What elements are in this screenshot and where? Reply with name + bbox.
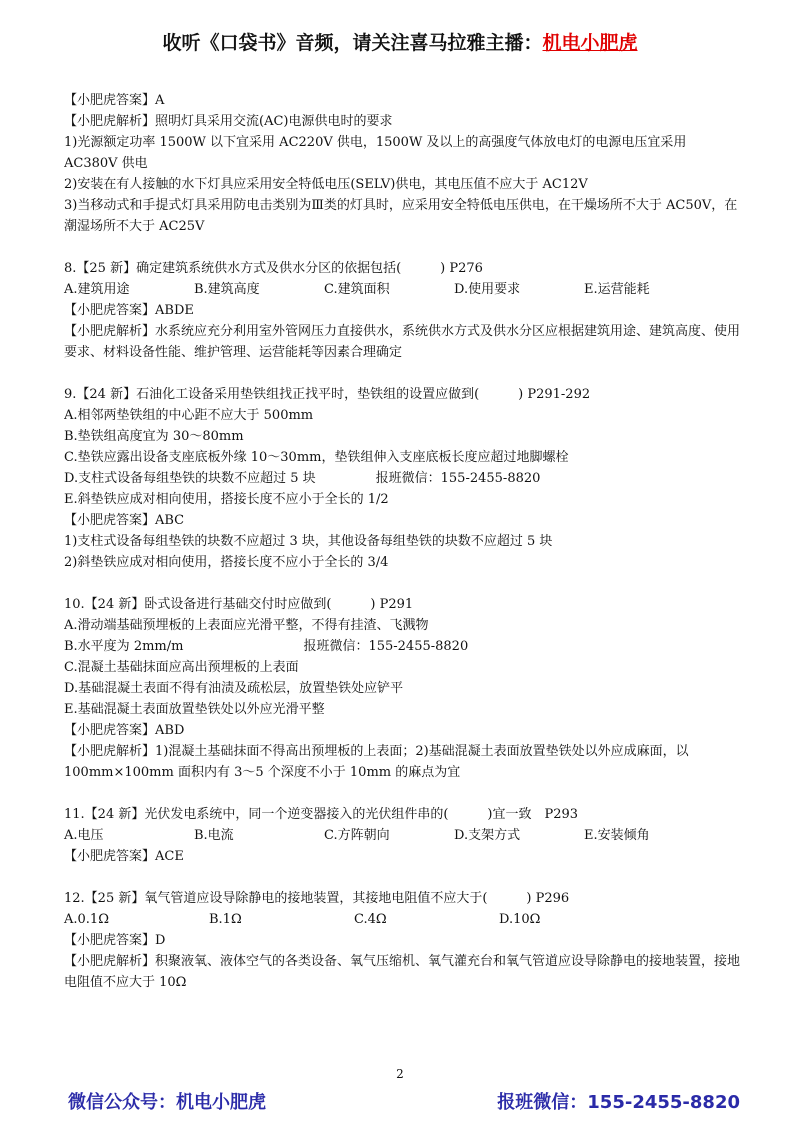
analysis-point: 1)支柱式设备每组垫铁的块数不应超过 3 块，其他设备每组垫铁的块数不应超过 5 块 [64,534,553,549]
option: B.建筑高度 [194,282,260,297]
document-body [64,90,742,993]
analysis-point: 1)光源额定功率 1500W 以下宜采用 AC220V 供电，1500W 及以上的高强度气体放电灯的电源电压宜采用 AC380V 供电 [64,135,687,171]
option: A.建筑用途 [64,282,130,297]
option-with-ad [64,636,742,657]
option: D.基础混凝土表面不得有油渍及疏松层，放置垫铁处应铲平 [64,681,404,696]
option: E.基础混凝土表面放置垫铁处以外应光滑平整 [64,702,325,717]
question-9: 9.【24 新】石油化工设备采用垫铁组找正找平时，垫铁组的设置应做到( ) P291-292 [64,387,591,402]
option: E.斜垫铁应成对相向使用，搭接长度不应小于全长的 1/2 [64,492,389,507]
inline-ad: 报班微信：155-2455-8820 [303,639,469,654]
page-header [0,28,800,55]
option: C.混凝土基础抹面应高出预埋板的上表面 [64,660,299,675]
option: D.10Ω [499,912,541,927]
question-11-options [64,825,742,846]
option: D.支架方式 [454,828,521,843]
option: D.使用要求 [454,282,521,297]
analysis-title: 【小肥虎解析】照明灯具采用交流(AC)电源供电时的要求 [64,114,393,129]
analysis-line: 【小肥虎解析】积聚液氧、液体空气的各类设备、氧气压缩机、氧气灌充台和氧气管道应设导除静电的接地装置，接地电阻值不应大于 10Ω [64,954,741,990]
option: A.电压 [64,828,104,843]
question-8-options [64,279,742,300]
answer-line: 【小肥虎答案】ACE [64,849,184,864]
page-number: 2 [396,1067,404,1081]
option: C.4Ω [354,912,387,927]
option: B.垫铁组高度宜为 30～80mm [64,429,244,444]
answer-line: 【小肥虎答案】ABD [64,723,185,738]
answer-line: 【小肥虎答案】A [64,93,165,108]
option: E.运营能耗 [584,282,650,297]
footer-contact: 报班微信：155-2455-8820 [497,1092,740,1113]
question-10: 10.【24 新】卧式设备进行基础交付时应做到( ) P291 [64,597,414,612]
answer-line: 【小肥虎答案】ABC [64,513,185,528]
answer-line: 【小肥虎答案】D [64,933,166,948]
header-highlight: 机电小肥虎 [542,32,638,54]
option-with-ad [64,468,742,489]
header-text: 收听《口袋书》音频，请关注喜马拉雅主播： [162,32,543,54]
analysis-line: 【小肥虎解析】1)混凝土基础抹面不得高出预埋板的上表面；2)基础混凝土表面放置垫铁处以外应成麻面，以 100mm×100mm 面积内有 3～5 个深度不小于 10mm 的麻点为宜 [64,744,689,780]
footer-wechat-account: 微信公众号：机电小肥虎 [68,1092,266,1113]
question-12-options [64,909,742,930]
analysis-point: 3)当移动式和手提式灯具采用防电击类别为Ⅲ类的灯具时，应采用安全特低电压供电，在干燥场所不大于 AC50V，在潮湿场所不大于 AC25V [64,198,738,234]
question-11: 11.【24 新】光伏发电系统中，同一个逆变器接入的光伏组件串的( )宜一致 P293 [64,807,579,822]
answer-line: 【小肥虎答案】ABDE [64,303,194,318]
inline-ad: 报班微信：155-2455-8820 [375,471,541,486]
option: A.0.1Ω [64,912,109,927]
option: E.安装倾角 [584,828,650,843]
analysis-point: 2)斜垫铁应成对相向使用，搭接长度不应小于全长的 3/4 [64,555,389,570]
page-footer [68,1088,740,1114]
option: B.电流 [194,828,234,843]
option: C.方阵朝向 [324,828,390,843]
option: A.相邻两垫铁组的中心距不应大于 500mm [64,408,314,423]
option: A.滑动端基础预埋板的上表面应光滑平整，不得有挂渣、飞溅物 [64,618,429,633]
option: D.支柱式设备每组垫铁的块数不应超过 5 块 [64,471,316,486]
option: B.1Ω [209,912,242,927]
question-8: 8.【25 新】确定建筑系统供水方式及供水分区的依据包括( ) P276 [64,261,483,276]
option: C.垫铁应露出设备支座底板外缘 10～30mm，垫铁组伸入支座底板长度应超过地脚螺栓 [64,450,569,465]
analysis-line: 【小肥虎解析】水系统应充分利用室外管网压力直接供水，系统供水方式及供水分区应根据建筑用途、建筑高度、使用要求、材料设备性能、维护管理、运营能耗等因素合理确定 [64,324,741,360]
question-12: 12.【25 新】氧气管道应设导除静电的接地装置，其接地电阻值不应大于( ) P296 [64,891,570,906]
option: C.建筑面积 [324,282,390,297]
option: B.水平度为 2mm/m [64,639,184,654]
analysis-point: 2)安装在有人接触的水下灯具应采用安全特低电压(SELV)供电，其电压值不应大于 AC12V [64,177,588,192]
